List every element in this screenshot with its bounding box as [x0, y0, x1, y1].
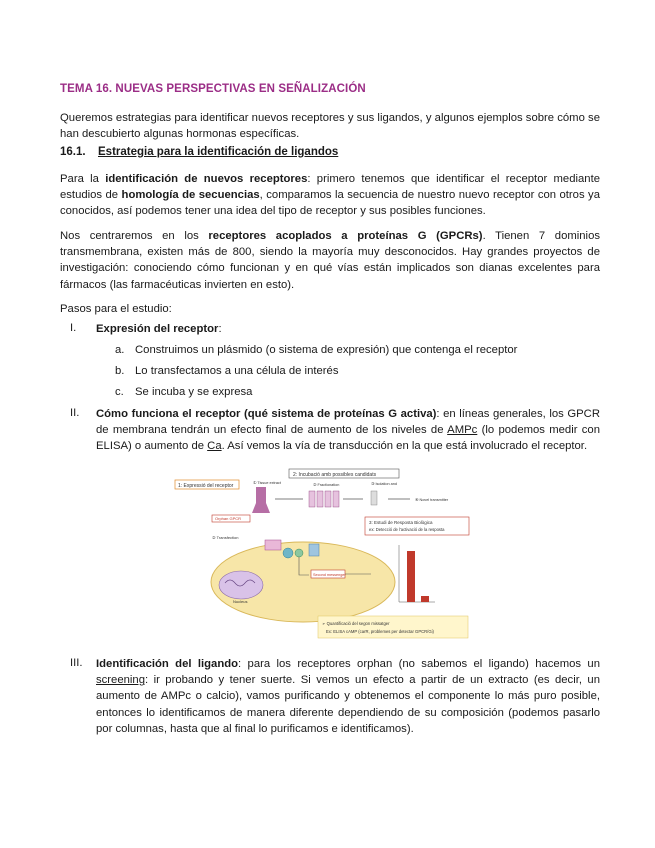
svg-text:Ex: ELISA cAMP (carR, problem: Ex: ELISA cAMP (carR, problemes per detectar GPCR/Gi) — [326, 629, 434, 634]
step-2-paragraph: Cómo funciona el receptor (qué sistema de proteínas G activa): en líneas generales, los GPCR de membrana tendrán un efecto final de aumento de los niveles de AMPc (lo podemos medir con ELISA) o aumento de Ca. Así vemos la vía de transducción en la que está involucrado el receptor. — [96, 408, 600, 453]
svg-text:② Transfection: ② Transfection — [212, 535, 239, 540]
note-box — [318, 616, 468, 638]
step-3-paragraph: Identificación del ligando: para los receptores orphan (no sabemos el ligando) hacemos un screening: ir probando y tener suerte. Si vemos un efecto a partir de un extracto (es decir, un aumento de AMPc o calcio), vamos purificando y obtenemos el componente lo más puro posible, entonces lo identificamos de manera diferente dependiendo de su composición (podemos pasarlo por columnas, hasta que al final lo purificamos e identificamos). — [96, 658, 600, 735]
step-2-numeral: II. — [70, 407, 80, 419]
list-item: c. Se incuba y se expresa — [115, 386, 253, 398]
paragraph-new-receptors: Para la identificación de nuevos receptores: primero tenemos que identificar el receptor mediante estudios de homología de secuencias, comparamos la secuencia de nuestro nuevo receptor con otros ya conocidos, así podemos tener una idea del tipo de receptor y sus posibles funciones. — [60, 173, 600, 218]
section-number: 16.1. — [60, 146, 86, 158]
step-1-numeral: I. — [70, 322, 77, 334]
step-3-numeral: III. — [70, 657, 83, 669]
svg-text:Nucleus: Nucleus — [233, 599, 248, 604]
g-protein-icon — [283, 548, 293, 558]
intro-paragraph: Queremos estrategias para identificar nuevos receptores y sus ligandos, y algunos ejemplos sobre cómo se han descubierto algunas hormonas específicas. — [60, 112, 600, 141]
svg-text:① Tissue extract: ① Tissue extract — [253, 481, 281, 485]
paragraph-gpcrs: Nos centraremos en los receptores acoplados a proteínas G (GPCRs). Tienen 7 dominios transmembrana, existen más de 800, siendo la mayoría muy desconocidos. Hay grandes proyectos de investigación: conociendo cómo funcionan y en qué vías están implicados son dianas excelentes para fármacos (las farmacéuticas invierten en esto). — [60, 230, 601, 291]
svg-text:③ Isolation and: ③ Isolation and — [371, 482, 397, 486]
list-item: b. Lo transfectamos a una célula de interés — [115, 365, 339, 377]
svg-text:② Fractionation: ② Fractionation — [313, 483, 340, 487]
column-icon — [371, 491, 377, 505]
nucleus-icon — [219, 571, 263, 599]
section-title: Estrategia para la identificación de ligandos — [98, 146, 339, 158]
box-expression-label: 1: Expressió del receptor — [178, 483, 234, 489]
box-incubation-label: 2: Incubació amb possibles candidats — [293, 472, 377, 478]
svg-text:④ Novel transmitter: ④ Novel transmitter — [415, 498, 449, 502]
svg-text:➢ Quantificació del segon miss: ➢ Quantificació del segon missatger — [322, 621, 390, 626]
ligand-identification-diagram — [113, 467, 475, 647]
step-1-heading: Expresión del receptor: — [96, 323, 222, 335]
receptor-icon — [265, 540, 281, 550]
svg-text:ex: Detecció de l'activació de: ex: Detecció de l'activació de la resposta — [369, 527, 445, 532]
svg-text:Orphan GPCR: Orphan GPCR — [215, 516, 242, 521]
section-heading — [60, 146, 338, 158]
svg-text:3: Estudi de Resposta Biològic: 3: Estudi de Resposta Biològica — [369, 520, 433, 525]
steps-intro: Pasos para el estudio: — [60, 303, 172, 315]
page-title: TEMA 16. NUEVAS PERSPECTIVAS EN SEÑALIZACIÓN — [60, 83, 366, 95]
bar — [407, 551, 415, 602]
svg-text:Second messenger: Second messenger — [313, 573, 346, 577]
bar — [421, 596, 429, 602]
list-item: a. Construimos un plásmido (o sistema de expresión) que contenga el receptor — [115, 344, 518, 356]
